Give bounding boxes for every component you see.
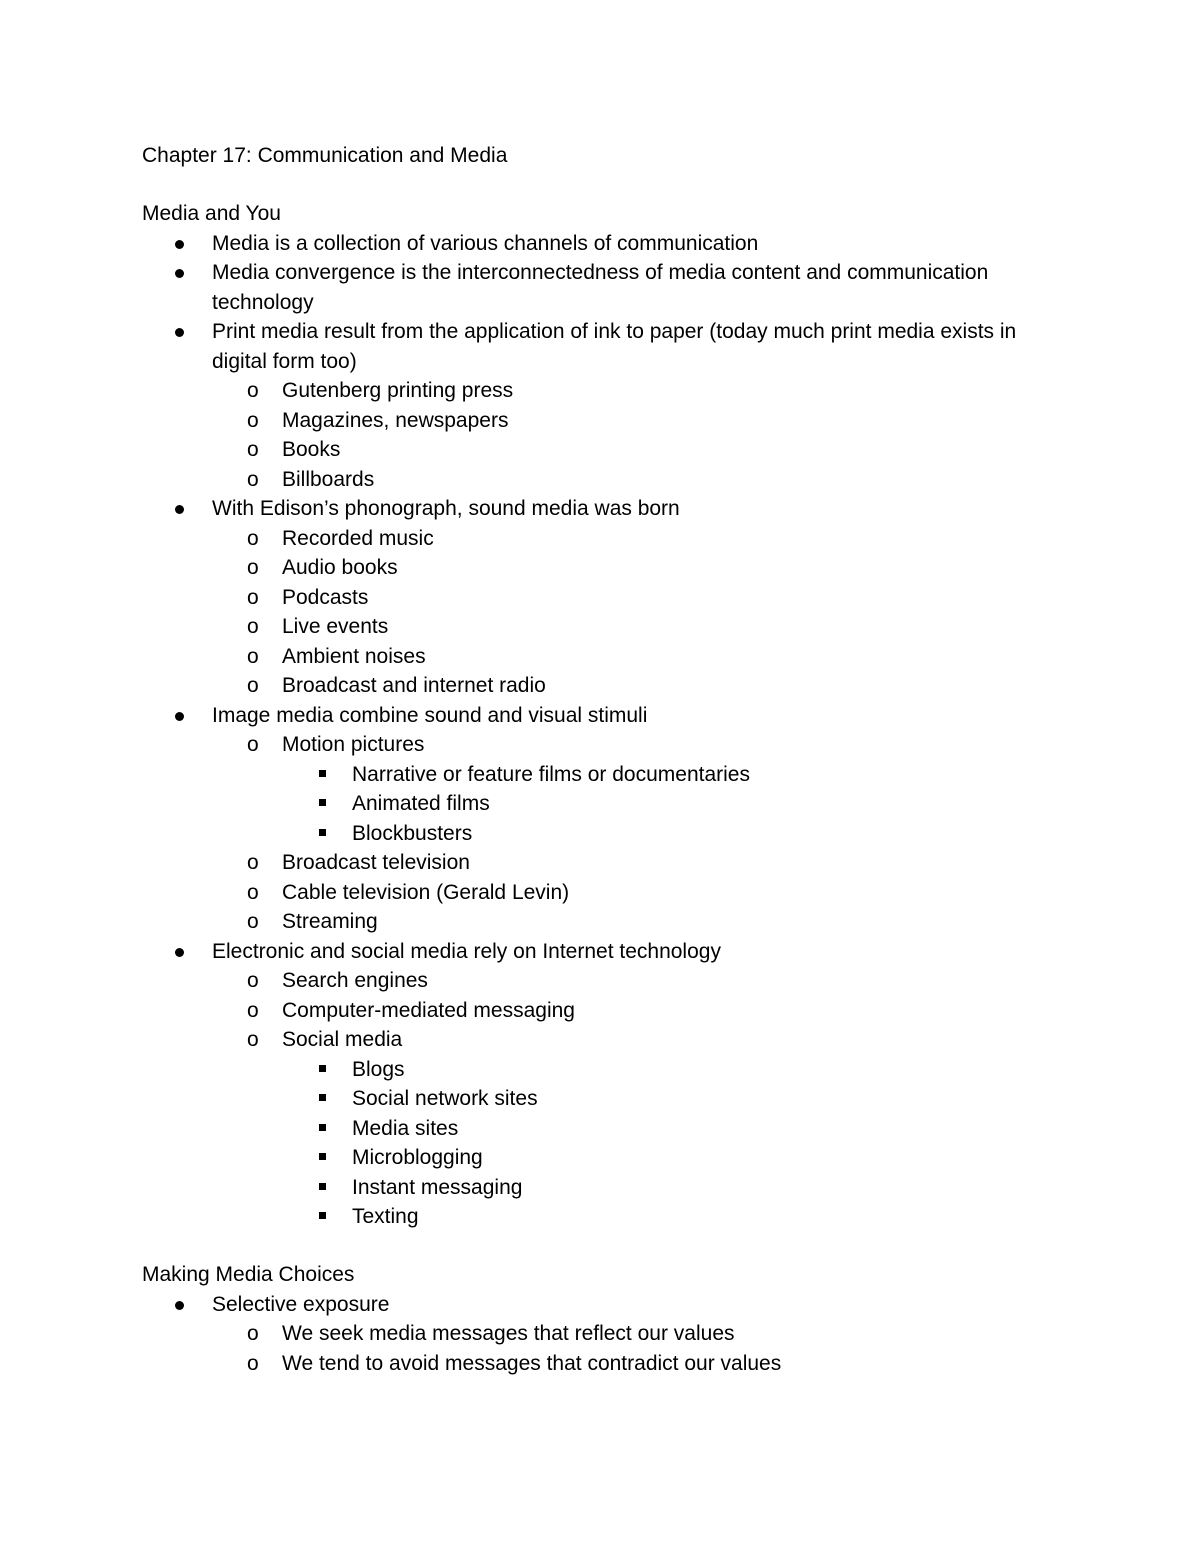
sub-list (212, 376, 1102, 494)
sub-list-item (212, 553, 1102, 583)
sub-sub-list-item (282, 1084, 1102, 1114)
circle-bullet-icon: o (247, 408, 259, 432)
circle-bullet-icon: o (247, 674, 259, 697)
sub-sub-list-item-text: Microblogging (352, 1146, 483, 1169)
sub-sub-list-item (282, 789, 1102, 819)
sub-list (212, 524, 1102, 701)
sub-sub-list-item-text: Social network sites (352, 1087, 538, 1110)
circle-bullet-icon: o (247, 556, 259, 579)
square-bullet-icon (319, 1212, 326, 1219)
square-bullet-icon (319, 829, 326, 836)
square-bullet-icon (319, 1153, 326, 1160)
sub-list-item-text: Social media (282, 1028, 403, 1051)
sub-sub-list-item (282, 1202, 1102, 1232)
sub-list-item (212, 878, 1102, 908)
bullet-icon (175, 269, 184, 278)
sub-list (212, 1319, 1102, 1378)
sections-container (142, 199, 1102, 1378)
outline-section (142, 1260, 1102, 1378)
list-item-text: Media is a collection of various channels of communication (212, 231, 759, 255)
sub-list-item (212, 730, 1102, 848)
sub-list-item (212, 848, 1102, 878)
list-item (142, 229, 1102, 259)
list-item (142, 494, 1102, 701)
circle-bullet-icon: o (247, 880, 259, 904)
list-item-text: With Edison’s phonograph, sound media was born (212, 497, 680, 520)
bullet-icon (175, 1301, 184, 1310)
square-bullet-icon (319, 1183, 326, 1190)
list-item (142, 937, 1102, 1232)
sub-sub-list-item-text: Narrative or feature films or documentaries (352, 762, 750, 786)
sub-list-item-text: Broadcast and internet radio (282, 674, 546, 697)
circle-bullet-icon: o (247, 379, 259, 402)
list-item (142, 258, 1102, 317)
sub-list-item-text: Magazines, newspapers (282, 408, 509, 432)
sub-sub-list-item (282, 1143, 1102, 1173)
sub-list-item (212, 966, 1102, 996)
sub-list-item-text: Podcasts (282, 585, 369, 609)
list-item (142, 701, 1102, 937)
bullet-icon (175, 712, 184, 721)
sub-list-item (212, 435, 1102, 465)
list-item-text: Print media result from the application of ink to paper (today much print media exists in digital form too) (212, 320, 1017, 373)
sub-list-item (212, 465, 1102, 495)
sub-sub-list-item (282, 1173, 1102, 1203)
sub-sub-list-item-text: Blogs (352, 1057, 405, 1081)
sub-sub-list-item-text: Blockbusters (352, 821, 473, 845)
circle-bullet-icon: o (247, 526, 259, 550)
list-item-text: Image media combine sound and visual stimuli (212, 703, 648, 727)
circle-bullet-icon: o (247, 910, 259, 933)
sub-sub-list (282, 760, 1102, 849)
sub-sub-list-item (282, 819, 1102, 849)
sub-list-item-text: Audio books (282, 556, 398, 579)
bullet-icon (175, 328, 184, 337)
circle-bullet-icon: o (247, 467, 259, 491)
circle-bullet-icon: o (247, 1322, 259, 1345)
sub-list-item (212, 907, 1102, 937)
list-item-text: Media convergence is the interconnectedness of media content and communication technology (212, 261, 989, 314)
sub-list-item (212, 1349, 1102, 1379)
sub-sub-list-item (282, 760, 1102, 790)
circle-bullet-icon: o (247, 733, 259, 756)
sub-list-item (212, 642, 1102, 672)
square-bullet-icon (319, 770, 326, 777)
bullet-list (142, 1290, 1102, 1379)
blank-line (142, 1232, 1102, 1261)
circle-bullet-icon: o (247, 1351, 259, 1375)
sub-sub-list-item-text: Texting (352, 1205, 419, 1228)
sub-list-item (212, 1319, 1102, 1349)
circle-bullet-icon: o (247, 851, 259, 874)
sub-sub-list (282, 1055, 1102, 1232)
sub-list-item (212, 671, 1102, 701)
circle-bullet-icon: o (247, 644, 259, 668)
sub-list-item-text: Motion pictures (282, 733, 425, 756)
sub-list-item-text: Cable television (Gerald Levin) (282, 880, 570, 904)
circle-bullet-icon: o (247, 438, 259, 461)
sub-sub-list-item-text: Instant messaging (352, 1175, 523, 1199)
list-item (142, 1290, 1102, 1379)
sub-list-item-text: Recorded music (282, 526, 434, 550)
sub-list-item (212, 612, 1102, 642)
circle-bullet-icon: o (247, 969, 259, 992)
sub-list-item (212, 406, 1102, 436)
circle-bullet-icon: o (247, 1028, 259, 1051)
section-heading: Making Media Choices (142, 1263, 355, 1286)
circle-bullet-icon: o (247, 585, 259, 609)
list-item-text: Selective exposure (212, 1292, 390, 1316)
sub-list-item-text: Broadcast television (282, 851, 470, 874)
sub-list-item-text: Live events (282, 615, 389, 638)
circle-bullet-icon: o (247, 998, 259, 1022)
square-bullet-icon (319, 1065, 326, 1072)
square-bullet-icon (319, 1124, 326, 1131)
sub-list (212, 966, 1102, 1232)
sub-list-item (212, 583, 1102, 613)
sub-list-item-text: Books (282, 438, 341, 461)
sub-sub-list-item (282, 1114, 1102, 1144)
bullet-icon (175, 505, 184, 514)
sub-sub-list-item-text: Animated films (352, 792, 490, 815)
sub-list-item-text: Streaming (282, 910, 378, 933)
sub-list-item-text: Computer-mediated messaging (282, 998, 575, 1022)
sub-list (212, 730, 1102, 937)
bullet-icon (175, 948, 184, 957)
bullet-icon (175, 240, 184, 249)
sub-sub-list-item (282, 1055, 1102, 1085)
document-body (142, 141, 1102, 1378)
sub-list-item (212, 996, 1102, 1026)
circle-bullet-icon: o (247, 615, 259, 638)
sub-list-item-text: We tend to avoid messages that contradict our values (282, 1351, 782, 1375)
bullet-list (142, 229, 1102, 1232)
square-bullet-icon (319, 1094, 326, 1101)
sub-list-item (212, 524, 1102, 554)
sub-list-item-text: Gutenberg printing press (282, 379, 514, 402)
section-heading: Media and You (142, 202, 281, 225)
square-bullet-icon (319, 799, 326, 806)
sub-list-item-text: Ambient noises (282, 644, 426, 668)
outline-section (142, 199, 1102, 1260)
sub-list-item-text: Search engines (282, 969, 428, 992)
sub-list-item-text: Billboards (282, 467, 375, 491)
sub-sub-list-item-text: Media sites (352, 1116, 459, 1140)
sub-list-item (212, 1025, 1102, 1232)
blank-line (142, 171, 1102, 200)
sub-list-item (212, 376, 1102, 406)
sub-list-item-text: We seek media messages that reflect our values (282, 1322, 735, 1345)
list-item-text: Electronic and social media rely on Internet technology (212, 939, 721, 963)
list-item (142, 317, 1102, 494)
document-title: Chapter 17: Communication and Media (142, 144, 508, 167)
